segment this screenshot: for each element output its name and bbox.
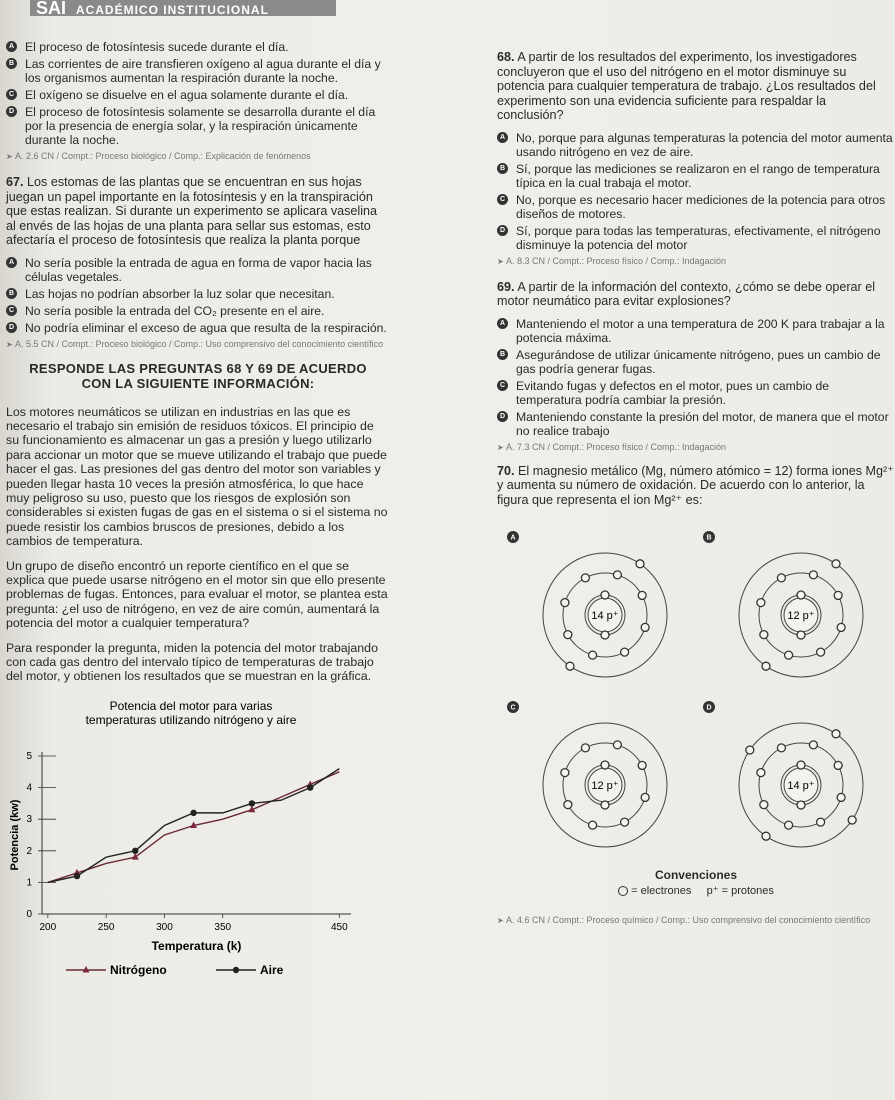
- electron: [589, 821, 597, 829]
- air-point: [307, 784, 313, 790]
- electron: [834, 761, 842, 769]
- atom-option-c: [507, 701, 667, 847]
- electron: [641, 623, 649, 631]
- air-point: [132, 847, 138, 853]
- header-bar: [30, 0, 336, 16]
- q67-option-d[interactable]: [6, 321, 390, 335]
- air-point: [249, 800, 255, 806]
- electron: [757, 769, 765, 777]
- q68-text: A partir de los resultados del experimento, los investigadores concluyeron que el uso del nitrógeno en el motor disminuye su potencia para cualquier temperatura de trabajo. ¿Los resultados del experimento son una evidencia suficiente para respaldar la conclusión?: [497, 50, 876, 122]
- electron: [834, 591, 842, 599]
- y-tick-label: 1: [26, 877, 32, 889]
- left-column: [6, 40, 390, 999]
- electron: [601, 591, 609, 599]
- electron: [797, 631, 805, 639]
- option-bullet-c: C: [497, 380, 508, 391]
- electron: [797, 801, 805, 809]
- electron: [760, 801, 768, 809]
- option-bullet-a: A: [6, 257, 17, 268]
- atom-option-letter: D: [706, 704, 712, 712]
- atom-diagrams-svg: [497, 515, 895, 885]
- atom-option-b: [703, 531, 863, 677]
- electron: [601, 631, 609, 639]
- q66-option-a-text: El proceso de fotosíntesis sucede durante el día.: [25, 40, 289, 54]
- option-bullet-c: C: [497, 194, 508, 205]
- option-bullet-a: A: [497, 318, 508, 329]
- legend-title: Convenciones: [654, 868, 738, 882]
- chart-title-line-2: temperaturas utilizando nitrógeno y aire: [85, 712, 297, 727]
- q68-stem: [497, 50, 895, 123]
- q69-option-c-text: Evitando fugas y defectos en el motor, pues un cambio de temperatura podría cambiar la presión.: [516, 378, 830, 407]
- air-point: [190, 809, 196, 815]
- electron: [785, 821, 793, 829]
- atom-diagrams: [497, 515, 895, 890]
- context-paragraph-1: Los motores neumáticos se utilizan en industrias en las que es necesario el trabajo sin emisión de residuos tóxicos. El principio de su funcionamiento es almacenar un gas a presión y luego utilizarlo para accionar un motor que se mueve utilizando el trabajo que puede hacer el gas. Las presiones del gas dentro del motor son variables y pueden llegar hasta 10 veces la presión atmosférica, lo que hace muy peligroso su uso, puesto que los riesgos de explosión son considerables si existen fugas de gas en el sistema o si el sistema no puede resistir los cambios bruscos de presiones, debido a los cambios de temperatura.: [6, 404, 388, 549]
- electron: [613, 741, 621, 749]
- q69-reference: ➤ A. 7.3 CN / Compt.: Proceso físico / Comp.: Indagación: [497, 442, 895, 452]
- nucleus-label: 12 p⁺: [787, 610, 815, 622]
- q67-option-d-text: No podría eliminar el exceso de agua que resulta de la respiración.: [25, 320, 387, 335]
- q70-reference: ➤ A. 4.6 CN / Compt.: Proceso químico / Comp.: Uso comprensivo del conocimiento científico: [497, 915, 895, 925]
- option-bullet-b: B: [6, 58, 17, 69]
- electron: [566, 662, 574, 670]
- q66-option-d[interactable]: [6, 105, 390, 147]
- y-tick-label: 2: [26, 845, 32, 857]
- q67-option-a[interactable]: [6, 256, 390, 284]
- chart-title-line-1: Potencia del motor para varias: [109, 698, 273, 713]
- y-tick-label: 5: [26, 750, 32, 762]
- electron: [746, 746, 754, 754]
- q69-option-d[interactable]: [497, 410, 895, 438]
- option-bullet-d: D: [497, 225, 508, 236]
- context-paragraph-3: Para responder la pregunta, miden la potencia del motor trabajando con cada gas dentro del intervalo típico de temperaturas de trabajo del motor, y obtienen los resultados que se muestran en la gráfica.: [6, 640, 378, 684]
- q68-option-d[interactable]: [497, 224, 895, 252]
- x-tick-label: 250: [97, 921, 115, 933]
- electron: [797, 591, 805, 599]
- electron: [589, 651, 597, 659]
- electron: [809, 741, 817, 749]
- electron: [848, 816, 856, 824]
- electron: [561, 599, 569, 607]
- q69-option-d-text: Manteniendo constante la presión del motor, de manera que el motor no realice trabajo: [516, 409, 889, 438]
- electron: [757, 599, 765, 607]
- q70-number: 70.: [497, 463, 515, 478]
- electron: [641, 793, 649, 801]
- y-tick-label: 0: [26, 908, 32, 920]
- y-tick-label: 3: [26, 814, 32, 826]
- option-bullet-d: D: [497, 411, 508, 422]
- nucleus-label: 12 p⁺: [591, 780, 619, 792]
- electron: [777, 574, 785, 582]
- option-bullet-c: C: [6, 89, 17, 100]
- q68-option-a-text: No, porque para algunas temperaturas la potencia del motor aumenta usando nitrógeno en vez de aire.: [516, 130, 893, 159]
- q67-option-c[interactable]: [6, 304, 390, 318]
- q69-stem: [497, 280, 895, 309]
- electron: [797, 761, 805, 769]
- electron: [817, 818, 825, 826]
- electron: [621, 648, 629, 656]
- legend-air-marker: [233, 967, 239, 973]
- q68-option-b-text: Sí, porque las mediciones se realizaron en el rango de temperatura típica en la cual trabaja el motor.: [516, 161, 880, 190]
- option-bullet-c: C: [6, 305, 17, 316]
- electron: [621, 818, 629, 826]
- context-title-line-2: CON LA SIGUIENTE INFORMACIÓN:: [81, 375, 315, 391]
- q70-text-2: Mg²⁺ y aumenta su número de oxidación. De acuerdo con lo anterior, la figura que representa el ion Mg²⁺ es:: [497, 463, 894, 507]
- x-axis-label: Temperatura (k): [151, 938, 242, 953]
- header-title: ACADÉMICO INSTITUCIONAL: [75, 3, 269, 17]
- context-title: [6, 361, 390, 391]
- q67-reference: ➤ A. 5.5 CN / Compt.: Proceso biológico / Comp.: Uso comprensivo del conocimiento científico: [6, 339, 390, 349]
- x-tick-label: 200: [39, 921, 57, 933]
- q68-option-b[interactable]: [497, 162, 895, 190]
- electron: [809, 571, 817, 579]
- q67-stem: [6, 175, 390, 248]
- q66-option-a[interactable]: [6, 40, 390, 54]
- electron: [832, 560, 840, 568]
- q66-option-b[interactable]: [6, 57, 390, 85]
- electron: [760, 631, 768, 639]
- electron: [613, 571, 621, 579]
- y-tick-label: 4: [26, 782, 32, 794]
- atom-option-d: [703, 701, 863, 847]
- q68-number: 68.: [497, 50, 515, 64]
- q68-option-a[interactable]: [497, 131, 895, 159]
- atom-option-letter: C: [510, 704, 516, 712]
- q66-option-b-text: Las corrientes de aire transfieren oxígeno al agua durante el día y los organismos aumentan la respiración durante la noche.: [25, 57, 381, 85]
- power-chart: [6, 694, 390, 999]
- q68-option-d-text: Sí, porque para todas las temperaturas, efectivamente, el nitrógeno disminuye la potencia del motor: [516, 223, 881, 252]
- electron: [601, 761, 609, 769]
- q67-option-b-text: Las hojas no podrían absorber la luz solar que necesitan.: [25, 286, 335, 301]
- q69-number: 69.: [497, 279, 515, 294]
- q69-option-c[interactable]: [497, 379, 895, 407]
- q69-text: A partir de la información del contexto, ¿cómo se debe operar el motor neumático para evitar explosiones?: [497, 279, 876, 308]
- electron: [636, 560, 644, 568]
- electron: [581, 744, 589, 752]
- q66-option-c[interactable]: [6, 88, 390, 102]
- publisher-logo: SAI: [36, 0, 67, 18]
- q68-reference: ➤ A. 8.3 CN / Compt.: Proceso físico / Comp.: Indagación: [497, 256, 895, 266]
- q69-option-b-text: Asegurándose de utilizar únicamente nitrógeno, pues un cambio de gas podría generar fugas.: [516, 347, 881, 376]
- q69-option-a[interactable]: [497, 317, 895, 345]
- nucleus-label: 14 p⁺: [787, 780, 815, 792]
- option-bullet-d: D: [6, 322, 17, 333]
- q69-option-a-text: Manteniendo el motor a una temperatura de 200 K para trabajar a la potencia máxima.: [516, 316, 885, 345]
- electron: [832, 730, 840, 738]
- q66-option-d-text: El proceso de fotosíntesis solamente se desarrolla durante el día por la presencia de energía solar, y la respiración únicamente durante la noche.: [25, 105, 376, 147]
- legend-electrons-label: = electrones: [631, 885, 692, 897]
- electron: [785, 651, 793, 659]
- option-bullet-b: B: [6, 288, 17, 299]
- x-tick-label: 300: [156, 921, 173, 933]
- option-bullet-b: B: [497, 349, 508, 360]
- atom-option-letter: B: [706, 534, 712, 542]
- atom-option-letter: A: [510, 534, 516, 542]
- electron: [837, 623, 845, 631]
- right-column: [497, 20, 895, 933]
- x-tick-label: 350: [214, 921, 232, 933]
- electron: [561, 769, 569, 777]
- option-bullet-d: D: [6, 106, 17, 117]
- q69-option-b[interactable]: [497, 348, 895, 376]
- option-bullet-a: A: [6, 41, 17, 52]
- electron: [762, 662, 770, 670]
- q70-stem: [497, 464, 895, 508]
- q68-option-c-text: No, porque es necesario hacer mediciones de la potencia para otros diseños de motores.: [516, 192, 886, 221]
- y-axis-label: Potencia (kw): [9, 799, 21, 871]
- context-paragraph-2: Un grupo de diseño encontró un reporte científico en el que se explica que puede usarse nitrógeno en el motor sin que ello presente problemas de fugas. Entonces, para evaluar el motor, se plantea esta pregunta: ¿el uso de nitrógeno, en vez de aire común, aumentará la potencia del motor a cualquier temperatura?: [6, 558, 388, 631]
- q67-option-a-text: No sería posible la entrada de agua en forma de vapor hacia las células vegetales.: [25, 255, 372, 284]
- q66-reference: ➤ A. 2.6 CN / Compt.: Proceso biológico / Comp.: Explicación de fenómenos: [6, 151, 390, 161]
- legend-nitrogen-label: Nitrógeno: [110, 962, 167, 977]
- x-tick-label: 450: [330, 921, 348, 933]
- q70-text-1: El magnesio metálico (Mg, número atómico = 12) forma iones: [518, 463, 863, 478]
- q66-option-c-text: El oxígeno se disuelve en el agua solamente durante el día.: [25, 88, 349, 102]
- q67-number: 67.: [6, 175, 24, 189]
- electron: [638, 591, 646, 599]
- nucleus-label: 14 p⁺: [591, 610, 619, 622]
- legend-air-label: Aire: [260, 962, 284, 977]
- electron: [581, 574, 589, 582]
- electron: [638, 761, 646, 769]
- option-bullet-b: B: [497, 163, 508, 174]
- nitrogen-point: [132, 853, 139, 860]
- power-chart-svg: [6, 694, 390, 994]
- electron: [564, 801, 572, 809]
- legend-protons-label: p⁺ = protones: [706, 885, 774, 897]
- q67-option-c-text: No sería posible la entrada del CO₂ presente en el aire.: [25, 303, 325, 318]
- option-bullet-a: A: [497, 132, 508, 143]
- electron: [762, 832, 770, 840]
- air-point: [74, 873, 80, 879]
- electron: [837, 793, 845, 801]
- q67-option-b[interactable]: [6, 287, 390, 301]
- electron: [601, 801, 609, 809]
- atom-option-a: [507, 531, 667, 677]
- context-title-line-1: RESPONDE LAS PREGUNTAS 68 Y 69 DE ACUERDO: [29, 360, 367, 376]
- legend-nitrogen-marker: [83, 966, 90, 973]
- q68-option-c[interactable]: [497, 193, 895, 221]
- electron: [817, 648, 825, 656]
- electron: [777, 744, 785, 752]
- q67-text: Los estomas de las plantas que se encuentran en sus hojas juegan un papel importante en la fotosíntesis y en la transpiración que estas realizan. Si durante un experimento se aplicara vaselina al envés de las hojas de una planta para sellar sus estomas, esto afectaría el proceso de fotosíntesis que realiza la planta porque: [6, 175, 378, 247]
- electron: [564, 631, 572, 639]
